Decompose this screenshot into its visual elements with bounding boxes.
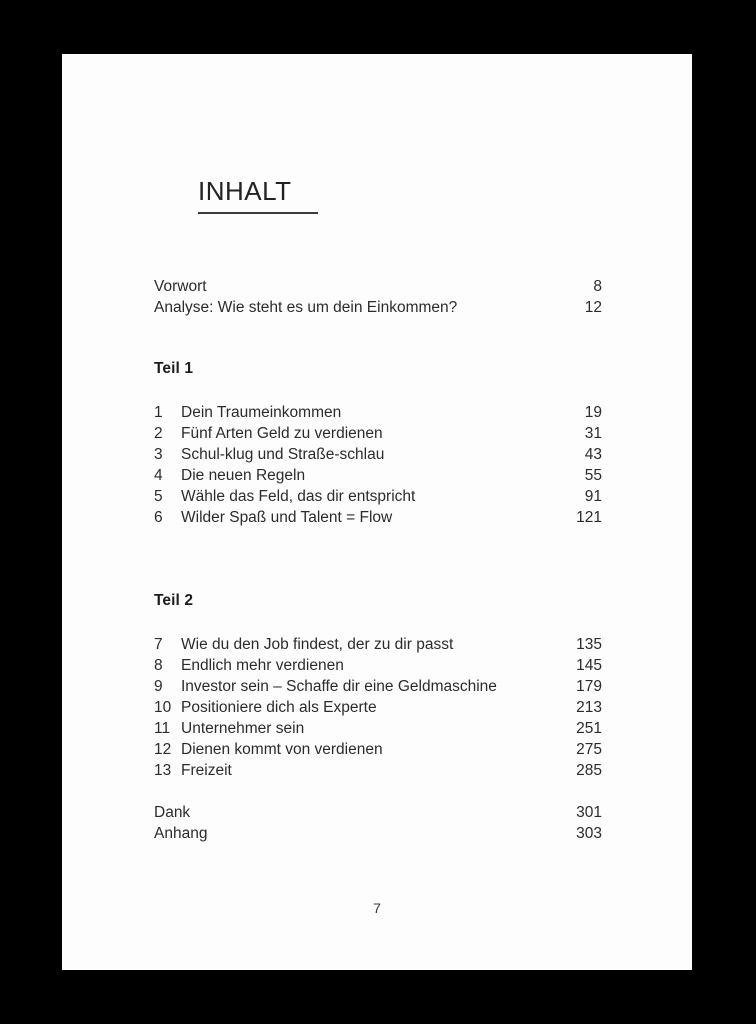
toc-entry-page-number: 12 [584, 299, 602, 316]
toc-entry-title: Wähle das Feld, das dir entspricht [181, 488, 416, 505]
toc-entry-title: Anhang [154, 825, 208, 842]
part-2-entry-list [154, 634, 602, 781]
toc-entry-title: Dank [154, 804, 191, 821]
toc-entry-page-number: 19 [584, 404, 602, 421]
toc-heading-group [198, 176, 358, 214]
part-1-entry-list [154, 402, 602, 528]
toc-entry-number: 11 [154, 720, 171, 737]
front-matter-row [154, 297, 602, 318]
toc-entry-page-number: 275 [576, 741, 602, 758]
toc-entry-title: Dein Traumeinkommen [181, 404, 342, 421]
part-2-heading-group [154, 590, 602, 611]
toc-entry-number: 3 [154, 446, 163, 463]
chapter-row [154, 739, 602, 760]
toc-entry-title: Investor sein – Schaffe dir eine Geldmaschine [181, 678, 497, 695]
toc-entry-title: Wilder Spaß und Talent = Flow [181, 509, 393, 526]
chapter-row [154, 634, 602, 655]
page-title: INHALT [198, 176, 292, 206]
toc-entry-page-number: 31 [584, 425, 602, 442]
toc-entry-title: Endlich mehr verdienen [181, 657, 344, 674]
toc-entry-page-number: 121 [576, 509, 602, 526]
toc-entry-page-number: 213 [576, 699, 602, 716]
chapter-row [154, 676, 602, 697]
part-2-label: Teil 2 [154, 592, 194, 609]
toc-entry-number: 6 [154, 509, 163, 526]
back-matter-row [154, 802, 602, 823]
title-underline-rule [198, 212, 318, 214]
toc-entry-number: 1 [154, 404, 163, 421]
toc-entry-title: Positioniere dich als Experte [181, 699, 377, 716]
toc-entry-page-number: 55 [584, 467, 602, 484]
chapter-row [154, 655, 602, 676]
toc-entry-page-number: 251 [576, 720, 602, 737]
chapter-row [154, 402, 602, 423]
toc-entry-page-number: 43 [584, 446, 602, 463]
toc-entry-page-number: 145 [576, 657, 602, 674]
toc-entry-title: Analyse: Wie steht es um dein Einkommen? [154, 299, 458, 316]
toc-entry-title: Wie du den Job findest, der zu dir passt [181, 636, 454, 653]
back-matter-list [154, 802, 602, 844]
chapter-row [154, 465, 602, 486]
chapter-row [154, 507, 602, 528]
toc-entry-title: Unternehmer sein [181, 720, 305, 737]
toc-entry-page-number: 179 [576, 678, 602, 695]
toc-entry-title: Dienen kommt von verdienen [181, 741, 383, 758]
toc-entry-number: 8 [154, 657, 163, 674]
toc-entry-title: Schul-klug und Straße-schlau [181, 446, 385, 463]
toc-entry-number: 7 [154, 636, 163, 653]
toc-entry-number: 10 [154, 699, 172, 716]
toc-entry-page-number: 91 [584, 488, 602, 505]
toc-entry-page-number: 301 [576, 804, 602, 821]
chapter-row [154, 444, 602, 465]
toc-entry-title: Fünf Arten Geld zu verdienen [181, 425, 383, 442]
toc-entry-title: Vorwort [154, 278, 207, 295]
toc-entry-number: 2 [154, 425, 163, 442]
back-matter-row [154, 823, 602, 844]
front-matter-list [154, 276, 602, 318]
toc-entry-page-number: 8 [593, 278, 602, 295]
chapter-row [154, 760, 602, 781]
chapter-row [154, 486, 602, 507]
toc-entry-title: Die neuen Regeln [181, 467, 306, 484]
chapter-row [154, 423, 602, 444]
toc-entry-page-number: 285 [576, 762, 602, 779]
toc-entry-number: 4 [154, 467, 163, 484]
toc-entry-number: 9 [154, 678, 163, 695]
book-page [62, 54, 692, 970]
part-1-label: Teil 1 [154, 360, 194, 377]
toc-entry-page-number: 135 [576, 636, 602, 653]
toc-entry-number: 5 [154, 488, 163, 505]
toc-entry-number: 13 [154, 762, 172, 779]
toc-entry-page-number: 303 [576, 825, 602, 842]
chapter-row [154, 697, 602, 718]
toc-entry-number: 12 [154, 741, 172, 758]
chapter-row [154, 718, 602, 739]
part-1-heading-group [154, 358, 602, 379]
folio-page-number: 7 [373, 900, 381, 916]
toc-entry-title: Freizeit [181, 762, 232, 779]
front-matter-row [154, 276, 602, 297]
